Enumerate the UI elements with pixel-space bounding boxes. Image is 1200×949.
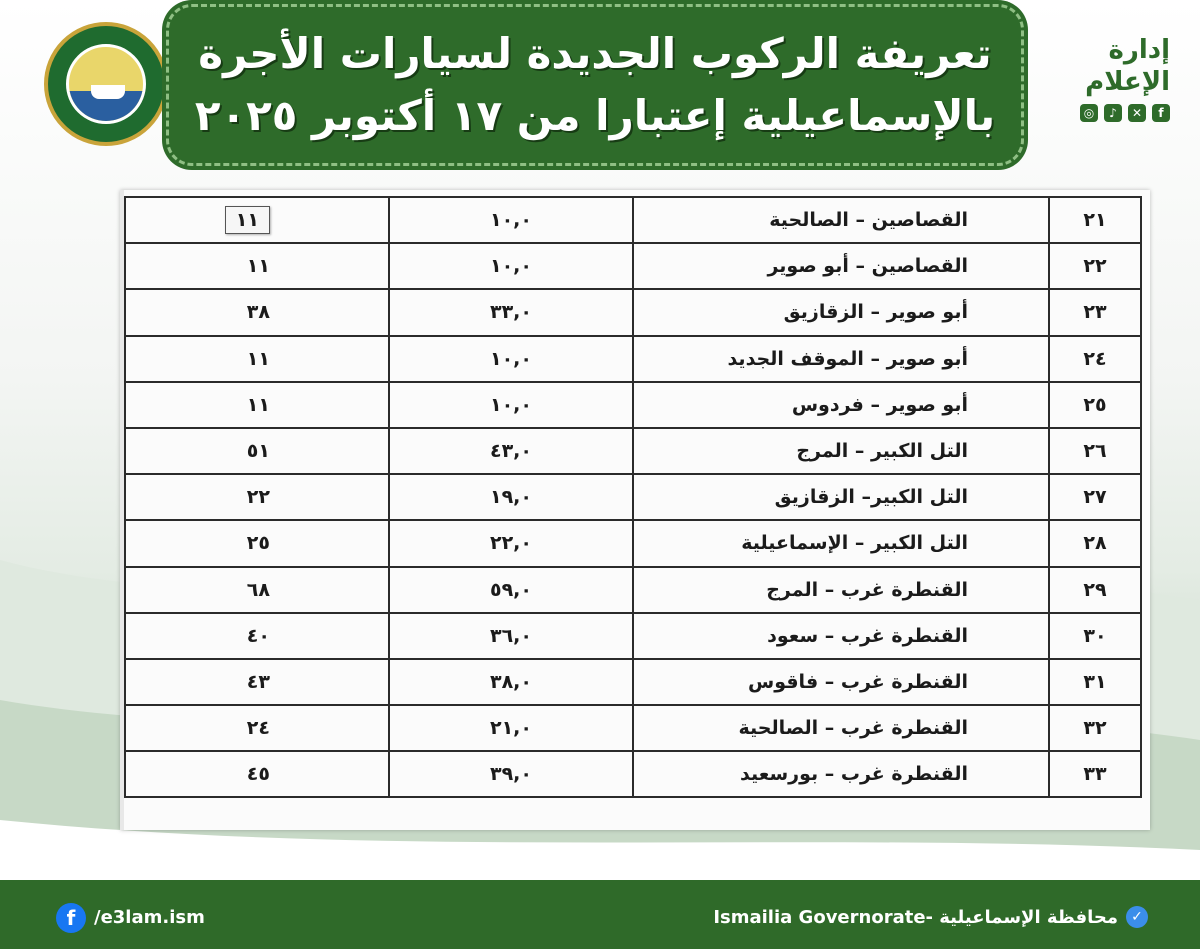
- new-fare: [125, 243, 389, 289]
- media-department-brand: [1060, 34, 1170, 122]
- row-number-text: ٢٨: [1083, 532, 1107, 555]
- fare-table: [124, 196, 1142, 798]
- row-number: [1049, 567, 1141, 613]
- new-fare: [125, 659, 389, 705]
- new-fare: [125, 197, 389, 243]
- route-name-text: القنطرة غرب – الصالحية: [738, 717, 968, 740]
- old-fare: [389, 613, 633, 659]
- new-fare-text: ٦٨: [246, 578, 270, 601]
- old-fare-text: ٤٣,٠: [489, 440, 532, 463]
- row-number: [1049, 751, 1141, 797]
- new-fare: [125, 428, 389, 474]
- old-fare: [389, 659, 633, 705]
- route-name-text: أبو صوير – الموقف الجديد: [727, 347, 968, 370]
- row-number: [1049, 474, 1141, 520]
- old-fare-text: ٣٨,٠: [489, 670, 532, 693]
- row-number: [1049, 659, 1141, 705]
- old-fare: [389, 520, 633, 566]
- governorate-seal-logo: [44, 22, 168, 146]
- verified-badge-icon: ✓: [1126, 906, 1148, 928]
- row-number-text: ٣٢: [1083, 717, 1107, 740]
- table-row: [125, 428, 1141, 474]
- new-fare-text: ٤٥: [246, 763, 270, 786]
- old-fare: [389, 705, 633, 751]
- route-name-text: التل الكبير – المرج: [796, 440, 968, 463]
- new-fare-text: ٤٠: [246, 624, 270, 647]
- new-fare-text: ٢٤: [246, 717, 270, 740]
- old-fare-text: ٣٣,٠: [489, 301, 532, 324]
- table-row: [125, 751, 1141, 797]
- facebook-icon[interactable]: f: [1152, 104, 1170, 122]
- table-row: [125, 705, 1141, 751]
- row-number-text: ٢٩: [1083, 578, 1107, 601]
- row-number-text: ٣١: [1083, 670, 1107, 693]
- table-row: [125, 567, 1141, 613]
- route-name: [633, 243, 1049, 289]
- row-number: [1049, 613, 1141, 659]
- route-name-text: القصاصين – أبو صوير: [767, 255, 968, 278]
- route-name: [633, 289, 1049, 335]
- new-fare: [125, 474, 389, 520]
- route-name: [633, 428, 1049, 474]
- route-name-text: التل الكبير – الإسماعيلية: [741, 532, 968, 555]
- route-name-text: أبو صوير – فردوس: [791, 393, 968, 416]
- route-name-text: القنطرة غرب – سعود: [767, 624, 968, 647]
- x-icon[interactable]: ✕: [1128, 104, 1146, 122]
- old-fare: [389, 382, 633, 428]
- old-fare: [389, 428, 633, 474]
- row-number: [1049, 336, 1141, 382]
- old-fare-text: ٣٩,٠: [489, 763, 532, 786]
- old-fare-text: ١٠,٠: [489, 347, 532, 370]
- route-name: [633, 613, 1049, 659]
- title-line-1: تعريفة الركوب الجديدة لسيارات الأجرة: [198, 29, 992, 78]
- old-fare-text: ١٩,٠: [489, 486, 532, 509]
- row-number-text: ٢١: [1083, 209, 1107, 232]
- new-fare-text: ٥١: [246, 440, 270, 463]
- row-number-text: ٣٠: [1083, 624, 1107, 647]
- brand-line-1: إدارة: [1108, 35, 1170, 65]
- row-number: [1049, 705, 1141, 751]
- row-number-text: ٢٦: [1083, 440, 1107, 463]
- new-fare: [125, 289, 389, 335]
- route-name: [633, 567, 1049, 613]
- new-fare: [125, 751, 389, 797]
- table-row: [125, 243, 1141, 289]
- route-name: [633, 659, 1049, 705]
- new-fare-text: ١١: [246, 393, 270, 416]
- old-fare: [389, 567, 633, 613]
- old-fare-text: ١٠,٠: [489, 255, 532, 278]
- old-fare: [389, 336, 633, 382]
- new-fare-text: ١١: [246, 255, 270, 278]
- route-name: [633, 520, 1049, 566]
- seal-emblem: [66, 44, 146, 124]
- new-fare: [125, 705, 389, 751]
- route-name-text: القنطرة غرب – المرج: [766, 578, 968, 601]
- route-name: [633, 751, 1049, 797]
- row-number-text: ٢٢: [1083, 255, 1107, 278]
- new-fare: [125, 567, 389, 613]
- brand-line-2: الإعلام: [1085, 67, 1170, 97]
- social-icons: [1060, 104, 1170, 122]
- table-row: [125, 613, 1141, 659]
- facebook-icon[interactable]: f: [56, 903, 86, 933]
- row-number-text: ٢٣: [1083, 301, 1107, 324]
- table-row: [125, 520, 1141, 566]
- row-number-text: ٢٥: [1083, 393, 1107, 416]
- old-fare-text: ٣٦,٠: [489, 624, 532, 647]
- new-fare-text: ٢٢: [246, 486, 270, 509]
- row-number-text: ٣٣: [1083, 763, 1107, 786]
- new-fare-text: ١١: [225, 206, 270, 234]
- tiktok-icon[interactable]: ♪: [1104, 104, 1122, 122]
- old-fare-text: ١٠,٠: [489, 209, 532, 232]
- new-fare: [125, 613, 389, 659]
- table-row: [125, 382, 1141, 428]
- route-name-text: القصاصين – الصالحية: [769, 209, 968, 232]
- new-fare-text: ٤٣: [246, 670, 270, 693]
- route-name: [633, 336, 1049, 382]
- row-number: [1049, 520, 1141, 566]
- route-name: [633, 197, 1049, 243]
- table-row: [125, 197, 1141, 243]
- row-number-text: ٢٧: [1083, 486, 1107, 509]
- new-fare-text: ٣٨: [246, 301, 270, 324]
- facebook-handle[interactable]: /e3lam.ism: [94, 907, 205, 928]
- new-fare: [125, 336, 389, 382]
- row-number: [1049, 197, 1141, 243]
- old-fare: [389, 243, 633, 289]
- row-number: [1049, 289, 1141, 335]
- table-row: [125, 474, 1141, 520]
- route-name: [633, 705, 1049, 751]
- old-fare: [389, 751, 633, 797]
- row-number: [1049, 428, 1141, 474]
- new-fare: [125, 520, 389, 566]
- table-row: [125, 289, 1141, 335]
- route-name-text: أبو صوير – الزقازيق: [783, 301, 968, 324]
- route-name-text: القنطرة غرب – فاقوس: [747, 670, 968, 693]
- old-fare-text: ١٠,٠: [489, 393, 532, 416]
- fare-sheet: [120, 190, 1150, 830]
- row-number-text: ٢٤: [1083, 347, 1107, 370]
- new-fare: [125, 382, 389, 428]
- instagram-icon[interactable]: ◎: [1080, 104, 1098, 122]
- old-fare-text: ٢١,٠: [489, 717, 532, 740]
- old-fare-text: ٥٩,٠: [489, 578, 532, 601]
- old-fare: [389, 289, 633, 335]
- route-name: [633, 382, 1049, 428]
- row-number: [1049, 382, 1141, 428]
- title-banner: [166, 4, 1024, 166]
- new-fare-text: ٢٥: [246, 532, 270, 555]
- table-row: [125, 336, 1141, 382]
- route-name-text: التل الكبير– الزقازيق: [774, 486, 968, 509]
- table-row: [125, 659, 1141, 705]
- route-name-text: القنطرة غرب – بورسعيد: [740, 763, 968, 786]
- row-number: [1049, 243, 1141, 289]
- old-fare: [389, 197, 633, 243]
- new-fare-text: ١١: [246, 347, 270, 370]
- title-line-2: بالإسماعيلية إعتبارا من ١٧ أكتوبر ٢٠٢٥: [194, 91, 996, 140]
- governorate-label: Ismailia Governorate- محافظة الإسماعيلية: [713, 907, 1118, 928]
- route-name: [633, 474, 1049, 520]
- old-fare: [389, 474, 633, 520]
- old-fare-text: ٢٢,٠: [489, 532, 532, 555]
